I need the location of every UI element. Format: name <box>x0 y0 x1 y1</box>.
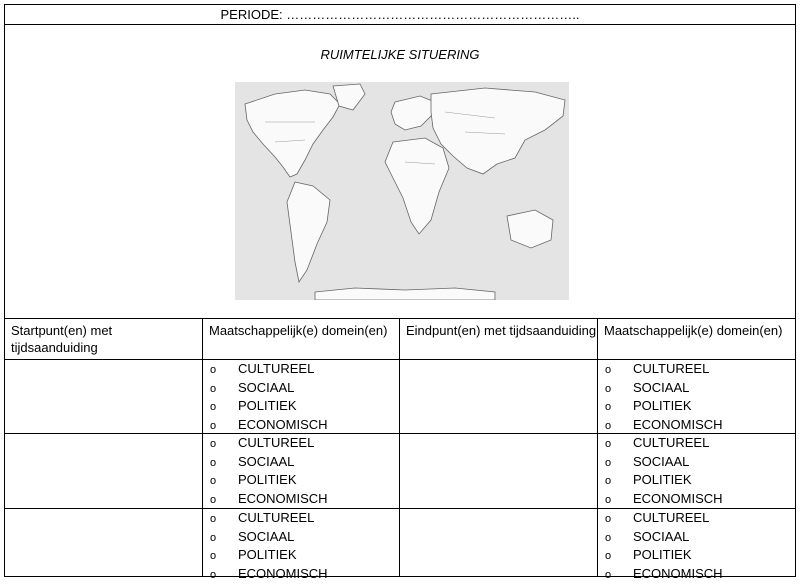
checkbox-option[interactable]: o SOCIAAL <box>605 379 690 395</box>
timeline-table <box>5 318 795 582</box>
checkbox-option[interactable]: o CULTUREEL <box>605 361 710 376</box>
checkbox-option[interactable]: o ECONOMISCH <box>210 417 328 433</box>
checkbox-option[interactable]: o CULTUREEL <box>605 435 710 450</box>
domain-options-left <box>210 509 328 584</box>
map-title: RUIMTELIJKE SITUERING <box>320 47 480 62</box>
checkbox-option[interactable]: o SOCIAAL <box>605 453 690 469</box>
domain-options-left <box>210 360 328 435</box>
checkbox-option[interactable]: o POLITIEK <box>605 398 692 414</box>
header-domain-right: Maatschappelijk(e) domein(en) <box>604 323 783 338</box>
checkbox-option[interactable]: o CULTUREEL <box>605 510 710 525</box>
checkbox-option[interactable]: o ECONOMISCH <box>605 566 723 582</box>
domain-options-right <box>605 360 723 435</box>
domain-options-left <box>210 434 328 509</box>
checkbox-option[interactable]: o SOCIAAL <box>210 453 295 469</box>
worksheet <box>4 4 796 582</box>
checkbox-option[interactable]: o ECONOMISCH <box>210 566 328 582</box>
header-end: Eindpunt(en) met tijdsaanduiding <box>406 323 597 338</box>
header-start: Startpunt(en) met tijdsaanduiding <box>11 323 113 355</box>
checkbox-option[interactable]: o ECONOMISCH <box>605 417 723 433</box>
domain-options-right <box>605 434 723 509</box>
checkbox-option[interactable]: o POLITIEK <box>210 398 297 414</box>
periode-field[interactable]: PERIODE: ………………………………………………………….. <box>5 5 795 25</box>
checkbox-option[interactable]: o SOCIAAL <box>210 379 295 395</box>
checkbox-option[interactable]: o SOCIAAL <box>210 528 295 544</box>
checkbox-option[interactable]: o SOCIAAL <box>605 528 690 544</box>
world-map-icon <box>235 82 569 300</box>
checkbox-option[interactable]: o CULTUREEL <box>210 361 315 376</box>
checkbox-option[interactable]: o POLITIEK <box>210 472 297 488</box>
checkbox-option[interactable]: o POLITIEK <box>605 547 692 563</box>
domain-options-right <box>605 509 723 584</box>
world-map-image <box>235 82 569 300</box>
checkbox-option[interactable]: o POLITIEK <box>605 472 692 488</box>
map-section <box>5 25 795 318</box>
checkbox-option[interactable]: o ECONOMISCH <box>210 491 328 507</box>
checkbox-option[interactable]: o CULTUREEL <box>210 435 315 450</box>
header-domain-left: Maatschappelijk(e) domein(en) <box>209 323 388 338</box>
checkbox-option[interactable]: o ECONOMISCH <box>605 491 723 507</box>
checkbox-option[interactable]: o POLITIEK <box>210 547 297 563</box>
checkbox-option[interactable]: o CULTUREEL <box>210 510 315 525</box>
